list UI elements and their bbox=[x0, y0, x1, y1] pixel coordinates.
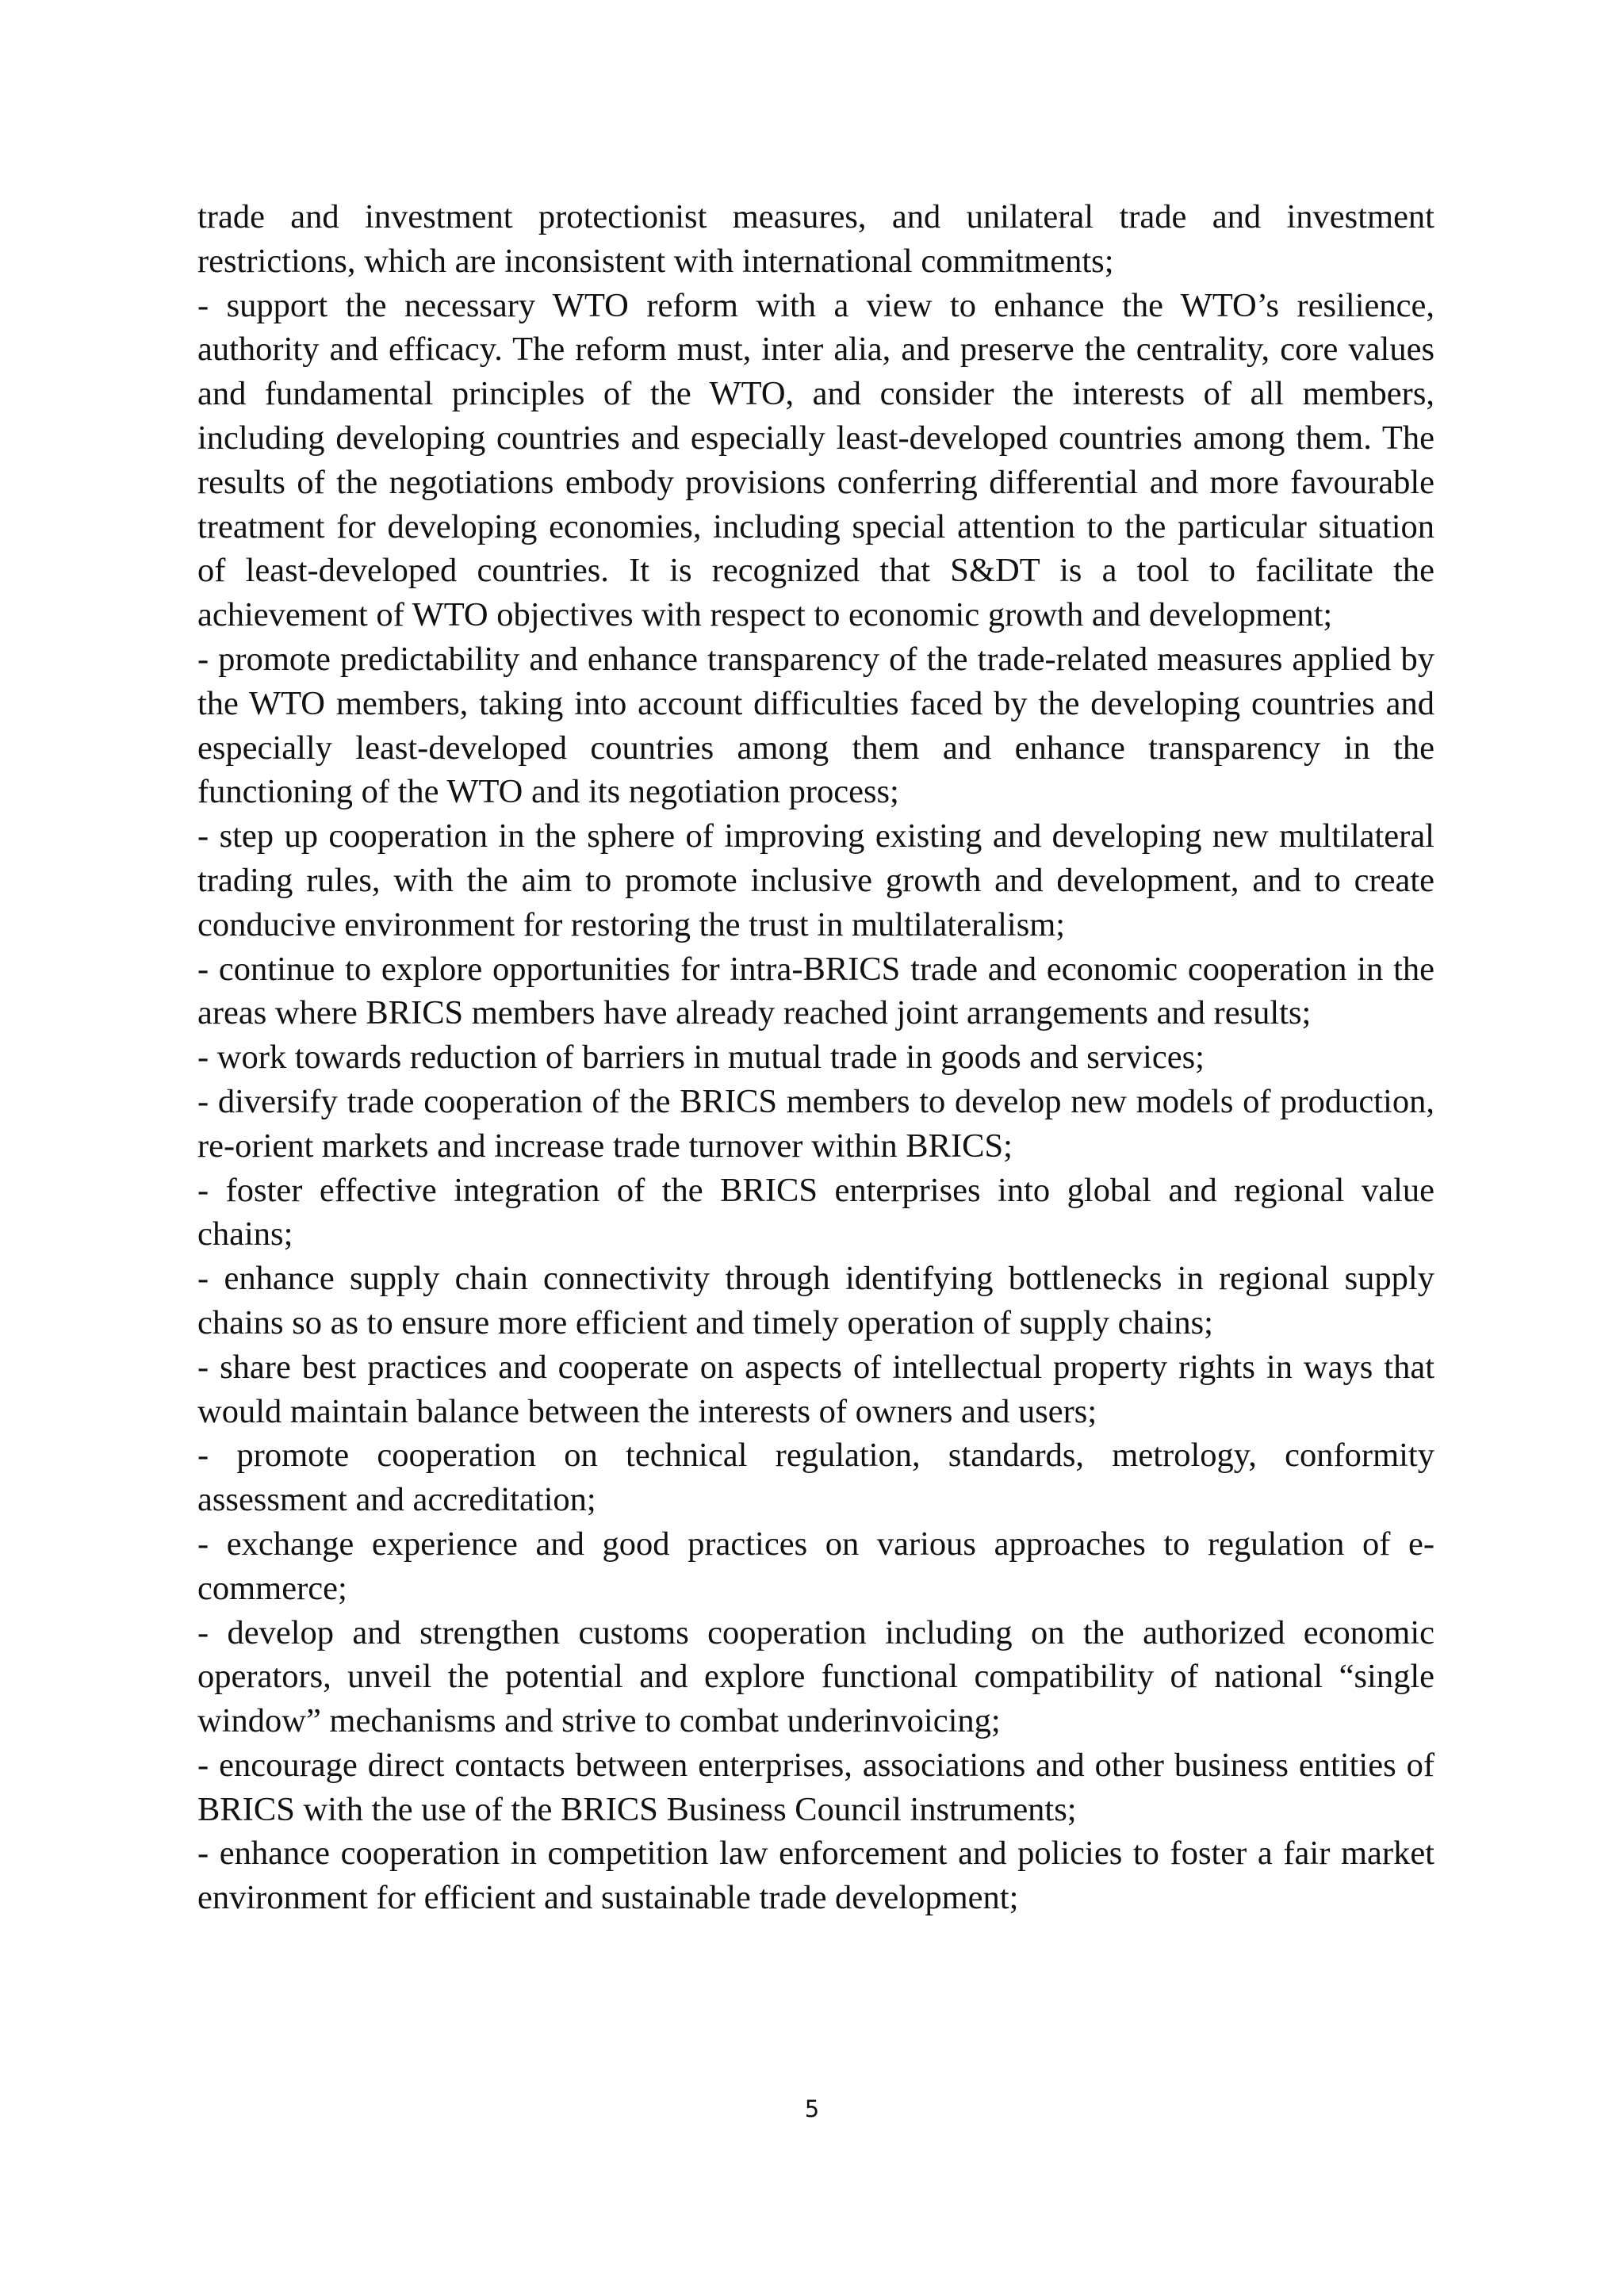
paragraph-diversify-trade: - diversify trade cooperation of the BRICS members to develop new models of production, re-orient markets and increase trade turnover within BRICS; bbox=[197, 1082, 1434, 1165]
paragraph-intra-brics-trade: - continue to explore opportunities for intra-BRICS trade and economic cooperation in the areas where BRICS members have already reached joint arrangements and results; bbox=[197, 950, 1434, 1032]
paragraph-technical-regulation: - promote cooperation on technical regulation, standards, metrology, conformity assessment and accreditation; bbox=[197, 1437, 1434, 1519]
paragraph-trade-barriers: - work towards reduction of barriers in mutual trade in goods and services; bbox=[197, 1039, 1205, 1077]
paragraph-competition-law: - enhance cooperation in competition law enforcement and policies to foster a fair market environment for efficient and sustainable trade development; bbox=[197, 1835, 1434, 1917]
paragraph-protectionism: trade and investment protectionist measures, and unilateral trade and investment restrictions, which are inconsistent with international commitments; bbox=[197, 198, 1434, 280]
paragraph-supply-chain: - enhance supply chain connectivity through identifying bottlenecks in regional supply chains so as to ensure more efficient and timely operation of supply chains; bbox=[197, 1260, 1434, 1341]
page-number: 5 bbox=[804, 2095, 820, 2122]
paragraph-business-contacts: - encourage direct contacts between enterprises, associations and other business entities of BRICS with the use of the BRICS Business Council instruments; bbox=[197, 1746, 1434, 1828]
paragraph-intellectual-property: - share best practices and cooperate on aspects of intellectual property rights in ways that would maintain balance between the interests of owners and users; bbox=[197, 1348, 1434, 1430]
body-text bbox=[197, 195, 1434, 1920]
paragraph-wto-reform: - support the necessary WTO reform with a view to enhance the WTO’s resilience, authority and efficacy. The reform must, inter alia, and preserve the centrality, core values and fundamental principles of the WTO, and consider the interests of all members, including developing countries and especially least-developed countries among them. The results of the negotiations embody provisions conferring differential and more favourable treatment for developing economies, including special attention to the particular situation of least-developed countries. It is recognized that S&DT is a tool to facilitate the achievement of WTO objectives with respect to economic growth and development; bbox=[197, 286, 1434, 634]
paragraph-trading-rules: - step up cooperation in the sphere of improving existing and developing new multilateral trading rules, with the aim to promote inclusive growth and development, and to create conducive environment for restoring the trust in multilateralism; bbox=[197, 817, 1434, 943]
paragraph-value-chains: - foster effective integration of the BRICS enterprises into global and regional value chains; bbox=[197, 1171, 1434, 1253]
paragraph-e-commerce: - exchange experience and good practices on various approaches to regulation of e-commerce; bbox=[197, 1525, 1434, 1607]
paragraph-transparency: - promote predictability and enhance transparency of the trade-related measures applied by the WTO members, taking into account difficulties faced by the developing countries and especially least-developed countries among them and enhance transparency in the functioning of the WTO and its negotiation process; bbox=[197, 640, 1434, 811]
paragraph-customs: - develop and strengthen customs cooperation including on the authorized economic operators, unveil the potential and explore functional compatibility of national “single window” mechanisms and strive to combat underinvoicing; bbox=[197, 1613, 1434, 1740]
